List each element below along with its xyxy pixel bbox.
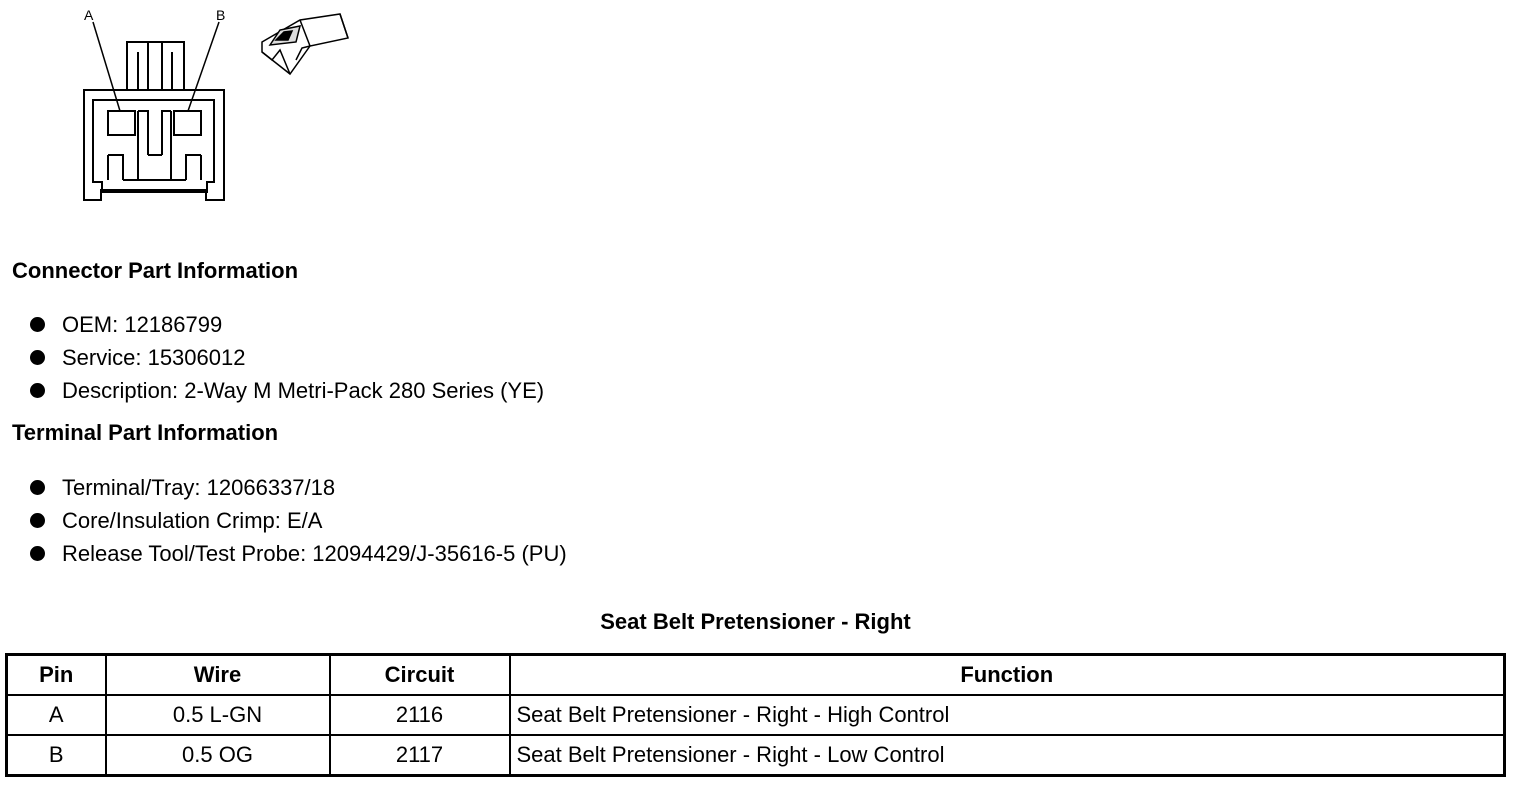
cell-pin: A (7, 695, 106, 735)
terminal-tray-value: Terminal/Tray: 12066337/18 (62, 475, 336, 500)
list-item (30, 374, 544, 407)
table-header-row (7, 655, 1505, 696)
list-item (30, 504, 567, 537)
release-tool-value: Release Tool/Test Probe: 12094429/J-35616-5 (PU) (62, 541, 567, 566)
connector-latch-center (148, 42, 162, 90)
pin-a-leader (93, 22, 120, 111)
connector-latch (127, 42, 184, 90)
bullet-icon (30, 383, 45, 398)
connector-cavity (93, 100, 214, 192)
pin-b-label: B (216, 7, 226, 23)
oem-value: OEM: 12186799 (62, 312, 223, 337)
header-circuit: Circuit (330, 655, 510, 696)
header-function: Function (510, 655, 1505, 696)
cell-function: Seat Belt Pretensioner - Right - Low Control (510, 735, 1505, 776)
bullet-icon (30, 513, 45, 528)
cell-wire: 0.5 OG (106, 735, 330, 776)
bullet-icon (30, 350, 45, 365)
bullet-icon (30, 317, 45, 332)
list-item (30, 537, 567, 570)
cell-circuit: 2117 (330, 735, 510, 776)
connector-iso-view (262, 14, 348, 74)
connector-body (84, 90, 224, 200)
terminal-info-heading: Terminal Part Information (12, 420, 279, 445)
table-row (7, 695, 1505, 735)
bullet-icon (30, 480, 45, 495)
header-wire: Wire (106, 655, 330, 696)
cell-function: Seat Belt Pretensioner - Right - High Control (510, 695, 1505, 735)
connector-info-heading: Connector Part Information (12, 258, 299, 283)
connector-info-list (30, 308, 544, 407)
list-item (30, 341, 544, 374)
crimp-value: Core/Insulation Crimp: E/A (62, 508, 323, 533)
cell-circuit: 2116 (330, 695, 510, 735)
connector-divider (138, 111, 171, 180)
pin-table (5, 653, 1506, 777)
header-pin: Pin (7, 655, 106, 696)
bullet-icon (30, 546, 45, 561)
pin-table-title: Seat Belt Pretensioner - Right (600, 609, 911, 634)
table-row (7, 735, 1505, 776)
cell-pin: B (7, 735, 106, 776)
service-value: Service: 15306012 (62, 345, 246, 370)
list-item (30, 308, 544, 341)
pin-a-cavity (108, 111, 135, 135)
connector-diagram (0, 0, 360, 215)
pin-b-leader (188, 22, 219, 111)
cell-wire: 0.5 L-GN (106, 695, 330, 735)
pin-b-cavity (174, 111, 201, 135)
pin-a-label: A (84, 7, 94, 23)
description-value: Description: 2-Way M Metri-Pack 280 Series (YE) (62, 378, 545, 403)
terminal-info-list (30, 471, 567, 570)
list-item (30, 471, 567, 504)
